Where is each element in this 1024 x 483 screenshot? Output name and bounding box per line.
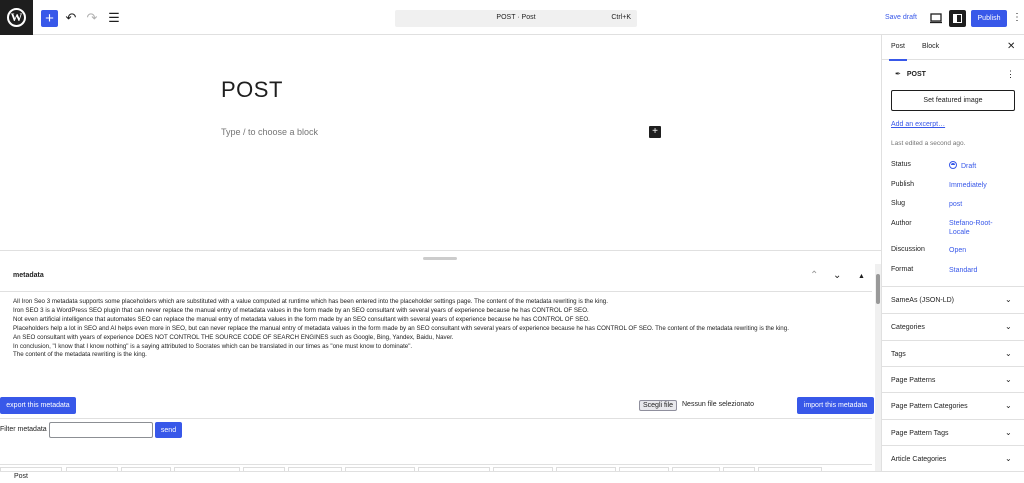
discussion-label: Discussion [891, 246, 925, 253]
description-line: Not even artificial intelligence that automates SEO can replace the manual entry of metadata values in the form made by an SEO consultant with several years of experience because he has CONTROL OF SEO. [13, 315, 590, 323]
editor-canvas [0, 35, 881, 250]
inline-add-block-icon[interactable]: + [649, 126, 661, 138]
import-metadata-button[interactable]: import this metadata [797, 397, 874, 414]
panel-title: Article Categories [891, 456, 947, 463]
status-label: Status [891, 161, 911, 168]
publish-value[interactable]: Immediately [949, 182, 987, 189]
post-summary-title: POST [906, 71, 926, 78]
publish-button[interactable]: Publish [971, 10, 1007, 27]
chevron-down-icon: ⌄ [1005, 349, 1012, 358]
description-line: All Iron Seo 3 metadata supports some placeholders which are substituted with a value computed at runtime which has been entered into the placeholder settings page. The content of the metadata rewriting is the king. [13, 298, 608, 305]
slug-value[interactable]: post [949, 201, 963, 208]
filter-metadata-input[interactable] [49, 422, 153, 438]
panel-title: Tags [891, 351, 906, 358]
chevron-down-icon: ⌄ [1005, 401, 1012, 410]
panel-title: Page Pattern Categories [891, 403, 968, 410]
choose-file-button[interactable]: Scegli file [639, 400, 677, 411]
format-value[interactable]: Standard [949, 267, 978, 274]
slug-label: Slug [891, 200, 906, 207]
metabox-resize-bar[interactable] [0, 250, 881, 264]
export-metadata-button[interactable]: export this metadata [0, 397, 76, 414]
post-summary-header [895, 70, 926, 78]
panel-page-pattern-tags[interactable] [882, 419, 1024, 446]
file-status-text: Nessun file selezionato [682, 401, 754, 408]
metabox-area [0, 264, 881, 471]
panel-article-categories[interactable] [882, 445, 1024, 471]
metabox-title: metadata [13, 272, 44, 279]
toggle-panel-icon[interactable]: ▲ [858, 273, 865, 280]
panel-sameas[interactable] [882, 286, 1024, 313]
post-actions-icon[interactable]: ⋮ [1006, 69, 1015, 79]
panel-page-pattern-categories[interactable] [882, 392, 1024, 419]
draft-status-icon [949, 161, 957, 169]
post-icon: ✒ [895, 71, 901, 78]
undo-icon[interactable]: ↶ [65, 10, 77, 25]
panel-title: Page Patterns [891, 377, 936, 384]
chevron-down-icon: ⌄ [1005, 454, 1012, 463]
options-icon[interactable]: ⋮ [1012, 12, 1022, 23]
wordpress-logo-button[interactable] [0, 0, 33, 35]
last-edited-text: Last edited a second ago. [891, 140, 966, 147]
wordpress-logo-icon: W [7, 8, 26, 27]
move-up-icon[interactable]: ⌃ [810, 270, 819, 281]
panel-page-patterns[interactable] [882, 366, 1024, 393]
author-label: Author [891, 220, 912, 227]
metabox-header [0, 264, 872, 292]
settings-sidebar [881, 35, 1024, 471]
post-title[interactable]: POST [221, 77, 283, 102]
editor-header [0, 0, 1024, 35]
resize-handle[interactable] [423, 257, 457, 260]
panel-title: Page Pattern Tags [891, 430, 949, 437]
author-name-line: Locale [949, 229, 970, 236]
tab-block[interactable]: Block [922, 43, 940, 50]
chevron-down-icon: ⌄ [1005, 375, 1012, 384]
sidebar-tabs [882, 35, 1024, 60]
redo-icon[interactable]: ↷ [86, 10, 98, 25]
list-view-icon[interactable]: ☰ [108, 10, 120, 25]
chevron-down-icon: ⌄ [1005, 428, 1012, 437]
add-excerpt-link[interactable]: Add an excerpt… [891, 121, 946, 128]
move-down-icon[interactable]: ⌄ [833, 270, 842, 281]
description-line: Iron SEO 3 is a WordPress SEO plugin that can never replace the manual entry of metadata values in the form made by an SEO consultant with several years of experience because he has CONTROL OF SEO. [13, 306, 589, 314]
author-name-line: Stefano-Root- [949, 220, 993, 227]
breadcrumb[interactable]: Post [14, 473, 29, 480]
tab-post[interactable]: Post [891, 43, 906, 50]
command-shortcut: Ctrl+K [611, 14, 631, 21]
chevron-down-icon: ⌄ [1005, 322, 1012, 331]
divider [0, 418, 872, 419]
preview-desktop-icon[interactable] [929, 11, 943, 25]
editor-footer [0, 471, 1024, 483]
block-inserter-button[interactable]: + [41, 10, 58, 27]
discussion-value[interactable]: Open [949, 247, 967, 254]
close-icon[interactable]: ✕ [1007, 41, 1016, 52]
block-placeholder[interactable]: Type / to choose a block [221, 127, 319, 137]
metabox-description [13, 298, 858, 360]
status-text: Draft [961, 163, 977, 170]
description-line: Placeholders help a lot in SEO and AI helps even more in SEO, but can never replace the manual entry of metadata values in the form made by an SEO consultant with several years of experience because he has CONTROL OF SEO. The content of the metadata rewriting is the king. [13, 324, 789, 332]
panel-tags[interactable] [882, 340, 1024, 367]
author-value[interactable] [949, 219, 993, 237]
panel-title: SameAs (JSON-LD) [891, 297, 955, 304]
description-line: An SEO consultant with years of experience DOES NOT CONTROL THE SOURCE CODE OF SEARCH ENGINES such as Google, Bing, Yandex, Baidu, Naver. [13, 333, 454, 341]
panel-title: Categories [891, 324, 925, 331]
scrollbar-thumb[interactable] [876, 274, 880, 304]
send-button[interactable]: send [155, 422, 182, 438]
set-featured-image-button[interactable]: Set featured image [891, 90, 1015, 111]
save-draft-button[interactable]: Save draft [885, 14, 917, 21]
metadata-tabs-strip [0, 464, 872, 471]
settings-sidebar-toggle-icon[interactable] [949, 10, 966, 27]
command-palette-bar[interactable] [395, 10, 637, 27]
panel-categories[interactable] [882, 313, 1024, 340]
format-label: Format [891, 266, 914, 273]
publish-label: Publish [891, 181, 914, 188]
status-value[interactable] [949, 161, 976, 171]
description-line: In conclusion, "I know that I know nothing" is a saying attributed to Socrates which can be translated in our times as "one must know to dominate". [13, 342, 413, 350]
filter-metadata-label: Filter metadata [0, 426, 47, 433]
description-line: The content of the metadata rewriting is the king. [13, 351, 147, 359]
document-title: POST · Post [496, 14, 536, 21]
chevron-down-icon: ⌄ [1005, 295, 1012, 304]
